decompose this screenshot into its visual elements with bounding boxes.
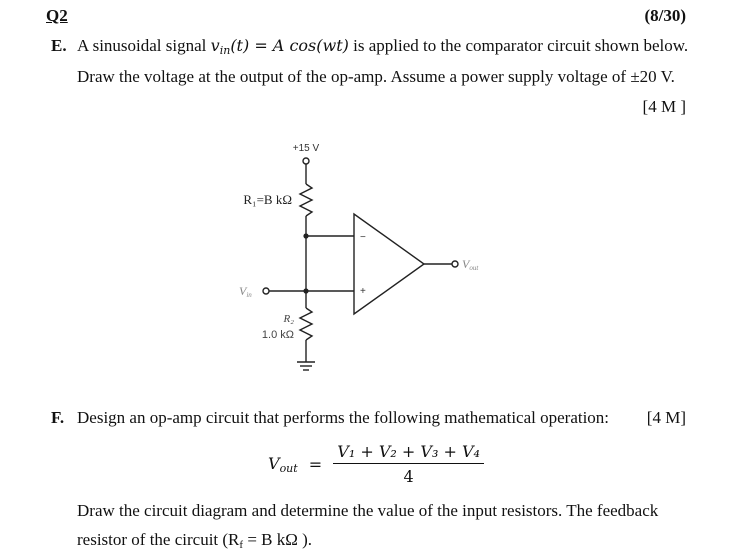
equation-numerator: V₁ + V₂ + V₃ + V₄ — [333, 442, 484, 464]
part-e-text-1: A sinusoidal signal — [77, 36, 207, 55]
part-f-text: Design an op-amp circuit that performs the following mathematical operation: — [77, 408, 610, 427]
output-label-main: V — [462, 257, 470, 271]
r1-resistor — [300, 184, 312, 216]
junction-dot-bottom — [303, 288, 308, 293]
signal-arg: (t) = A cos(wt) — [230, 36, 349, 55]
output-terminal — [452, 261, 458, 267]
input-label-main: V — [239, 284, 247, 298]
equation-lhs-main: V — [268, 453, 280, 473]
part-f-letter: F. — [51, 408, 65, 427]
signal-var: v — [210, 36, 220, 55]
equation-denominator: 4 — [403, 467, 414, 486]
part-e-marks: [4 M ] — [642, 97, 686, 116]
input-terminal — [263, 288, 269, 294]
part-f-line-1 — [51, 408, 609, 428]
output-label — [462, 257, 479, 272]
part-e-line-2: Draw the voltage at the output of the op-amp. Assume a power supply voltage of ±20 V. — [77, 67, 675, 86]
signal-sub: in — [219, 44, 231, 57]
part-e-line-1 — [51, 36, 688, 57]
output-label-sub: out — [469, 264, 479, 272]
equation-lhs — [268, 454, 298, 473]
supply-label: +15 V — [292, 143, 320, 154]
part-f-line-2: Draw the circuit diagram and determine the value of the input resistors. The feedback — [77, 501, 659, 520]
op-amp-triangle — [354, 214, 424, 314]
r2-resistor — [300, 308, 312, 340]
input-label — [239, 284, 252, 299]
part-f-line-3 — [77, 530, 312, 551]
r2-value: 1.0 kΩ — [261, 329, 294, 341]
part-e-text-2: is applied to the comparator circuit shown below. — [353, 36, 689, 55]
r2-name: R₂ — [283, 313, 294, 325]
equation — [268, 442, 484, 490]
supply-terminal — [303, 158, 309, 164]
equation-fraction — [333, 442, 484, 486]
comparator-circuit-diagram — [226, 136, 516, 386]
part-f-line-3-start: resistor of the circuit (R — [77, 530, 240, 549]
signal-expression — [211, 36, 349, 55]
question-number: Q2 — [46, 6, 68, 25]
part-e-letter: E. — [51, 36, 67, 55]
minus-sign: − — [360, 232, 366, 243]
input-label-sub: in — [246, 291, 252, 299]
r1-label: R₁=B kΩ — [243, 192, 292, 207]
junction-dot-top — [303, 233, 308, 238]
question-total-marks: (8/30) — [644, 6, 686, 25]
part-f-line-3-end: = B kΩ ). — [243, 530, 313, 549]
part-f-line-3-sub: f — [239, 539, 244, 551]
part-f-marks: [4 M] — [646, 408, 686, 427]
equation-equals: = — [308, 454, 323, 474]
equation-lhs-sub: out — [279, 461, 298, 475]
plus-sign: + — [360, 286, 366, 297]
